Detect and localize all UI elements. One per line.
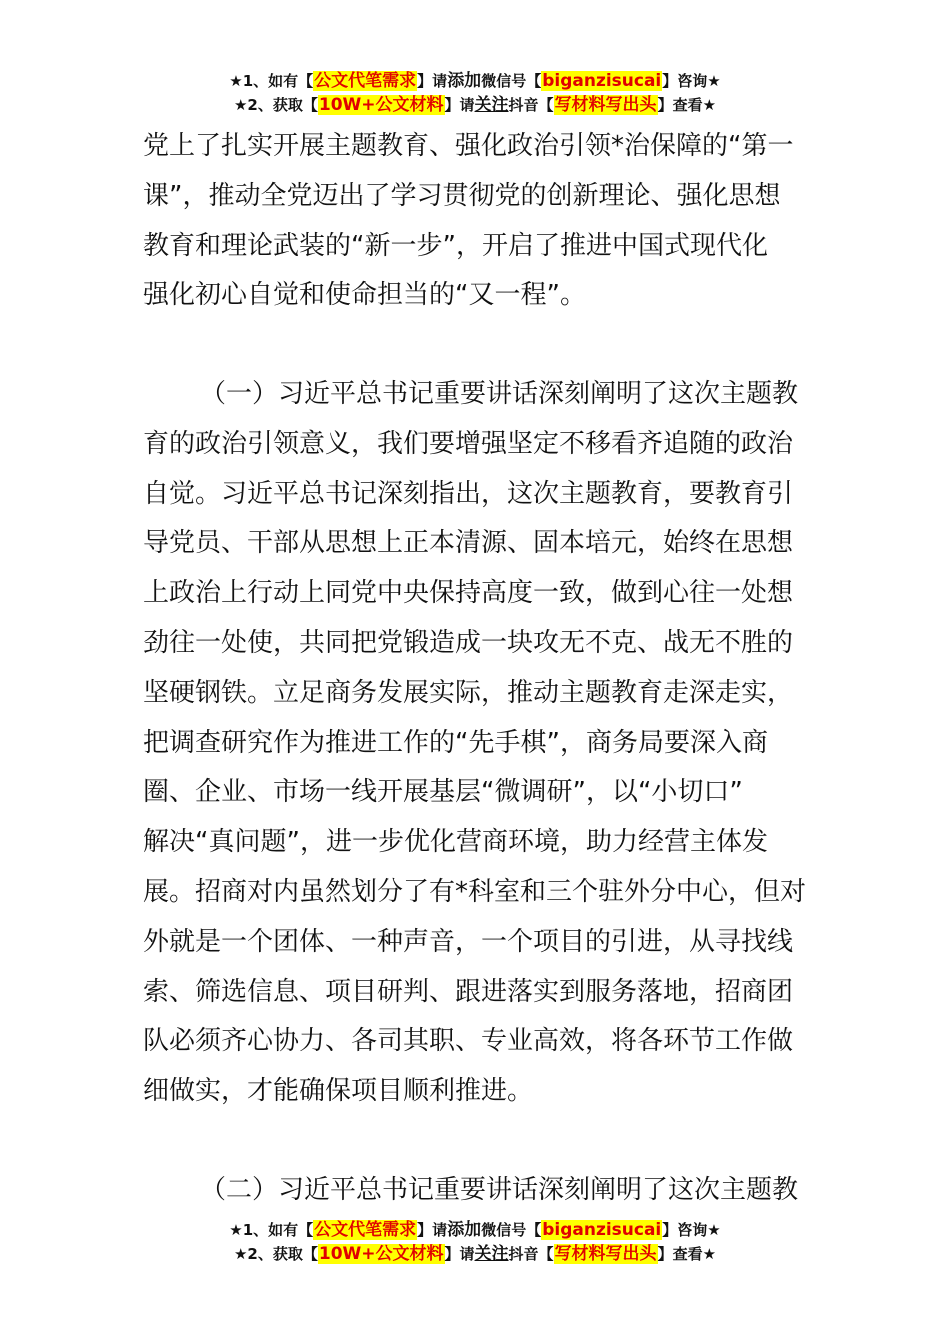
banner-text: 】请 (444, 1245, 475, 1263)
text-line: 坚硬钢铁。立足商务发展实际，推动主题教育走深走实， (143, 677, 794, 708)
banner-text: ★1、如有【 (229, 72, 314, 90)
banner-text: 】查看★ (657, 1245, 717, 1263)
banner-text: ★1、如有【 (229, 1221, 314, 1239)
banner-text: 抖音【 (508, 96, 554, 114)
text-line: 强化初心自觉和使命担当的“又一程”。 (143, 280, 586, 311)
banner-emphasis: 关注 (474, 95, 509, 115)
banner-text: 】咨询★ (662, 1221, 721, 1239)
banner-line-1 (0, 69, 950, 93)
banner-text: 】请 (417, 1221, 448, 1239)
text-line: 劲往一处使，共同把党锻造成一块攻无不克、战无不胜的 (143, 627, 794, 658)
banner-emphasis: 添加 (447, 1220, 482, 1240)
banner-highlight: biganzisucai (542, 1220, 662, 1240)
banner-highlight: 公文代笔需求 (314, 71, 417, 91)
text-line: 细做实，才能确保项目顺利推进。 (143, 1076, 534, 1107)
paragraph-2 (143, 370, 811, 1117)
banner-highlight: 写材料写出头 (554, 1244, 657, 1264)
text-line: （一）习近平总书记重要讲话深刻阐明了这次主题教 (200, 379, 799, 409)
text-line: 解决“真问题”，进一步优化营商环境，助力经营主体发 (143, 827, 768, 858)
footer-banner (0, 1218, 950, 1266)
text-line: 导党员、干部从思想上正本清源、固本培元，始终在思想 (143, 528, 794, 559)
banner-emphasis: 关注 (474, 1244, 509, 1264)
text-line: 育的政治引领意义，我们要增强坚定不移看齐追随的政治 (143, 428, 794, 459)
banner-text: 】咨询★ (662, 72, 721, 90)
text-line: 党上了扎实开展主题教育、强化政治引领*治保障的“第一 (143, 131, 794, 161)
text-line: 课”，推动全党迈出了学习贯彻党的创新理论、强化思想 (143, 180, 781, 211)
text-line: 教育和理论武装的“新一步”，开启了推进中国式现代化 (143, 230, 768, 261)
text-line: 把调查研究作为推进工作的“先手棋”，商务局要深入商 (143, 727, 768, 758)
banner-highlight: biganzisucai (542, 71, 662, 91)
banner-highlight: 10W+公文材料 (318, 95, 444, 115)
text-line: 队必须齐心协力、各司其职、专业高效，将各环节工作做 (143, 1026, 794, 1057)
text-line: 上政治上行动上同党中央保持高度一致，做到心往一处想 (143, 578, 794, 609)
banner-text: ★2、获取【 (233, 1245, 318, 1263)
header-banner (0, 69, 950, 117)
banner-text: 】请 (417, 72, 448, 90)
banner-line-1 (0, 1218, 950, 1242)
banner-line-2 (0, 1242, 950, 1266)
paragraph-1 (143, 122, 811, 321)
banner-text: 】请 (444, 96, 475, 114)
text-line: 外就是一个团体、一种声音，一个项目的引进，从寻找线 (143, 926, 794, 957)
text-line: 自觉。习近平总书记深刻指出，这次主题教育，要教育引 (143, 478, 794, 509)
banner-highlight: 公文代笔需求 (314, 1220, 417, 1240)
text-line: 圈、企业、市场一线开展基层“微调研”，以“小切口” (143, 777, 743, 808)
text-line: 索、筛选信息、项目研判、跟进落实到服务落地，招商团 (143, 976, 794, 1007)
paragraph-3 (143, 1166, 811, 1216)
banner-highlight: 写材料写出头 (554, 95, 657, 115)
banner-emphasis: 添加 (447, 71, 482, 91)
banner-line-2 (0, 93, 950, 117)
banner-text: ★2、获取【 (233, 96, 318, 114)
banner-text: 微信号【 (481, 72, 542, 90)
banner-text: 】查看★ (657, 96, 717, 114)
banner-text: 微信号【 (481, 1221, 542, 1239)
text-line: （二）习近平总书记重要讲话深刻阐明了这次主题教 (200, 1175, 799, 1205)
banner-highlight: 10W+公文材料 (318, 1244, 444, 1264)
banner-text: 抖音【 (508, 1245, 554, 1263)
text-line: 展。招商对内虽然划分了有*科室和三个驻外分中心，但对 (143, 876, 807, 907)
